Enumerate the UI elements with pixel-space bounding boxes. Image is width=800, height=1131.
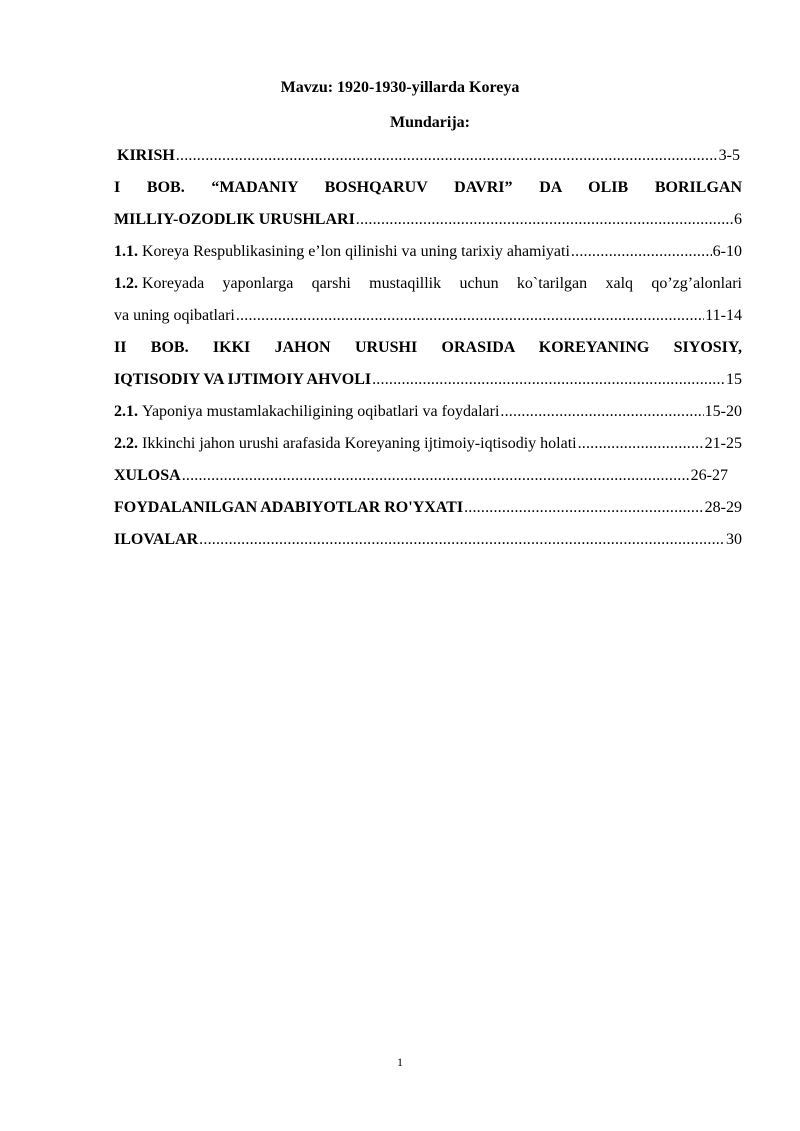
toc-leader-dots xyxy=(578,428,704,460)
toc-label: KIRISH xyxy=(117,147,175,164)
toc-label: Koreyada yaponlarga qarshi mustaqillik uchun ko`tarilgan xalq qo’zg’alonlari xyxy=(142,275,742,292)
toc-section-number: 2.2. xyxy=(114,435,138,452)
toc-entry-adabiyotlar xyxy=(114,492,742,524)
toc-leader-dots xyxy=(356,204,733,236)
toc-leader-dots xyxy=(176,140,718,172)
toc-leader-dots xyxy=(236,300,704,332)
toc-label-continued: va uning oqibatlari xyxy=(114,307,235,324)
toc-leader-dots xyxy=(464,492,704,524)
toc-page-range: 15-20 xyxy=(704,403,742,420)
toc-leader-dots xyxy=(571,236,712,268)
toc-page-range: 15 xyxy=(726,371,742,388)
toc-page-range: 26-27 xyxy=(690,467,728,484)
toc-entry-bob1 xyxy=(114,172,742,236)
toc-label: I BOB. “MADANIY BOSHQARUV DAVRI” DA OLIB BORILGAN xyxy=(114,179,742,196)
toc-label: FOYDALANILGAN ADABIYOTLAR RO'YXATI xyxy=(114,499,464,516)
toc-label: II BOB. IKKI JAHON URUSHI ORASIDA KOREYANING SIYOSIY, xyxy=(114,339,742,356)
toc-label: XULOSA xyxy=(114,467,181,484)
toc-page-range: 3-5 xyxy=(718,147,740,164)
table-of-contents xyxy=(114,140,742,556)
toc-entry-bob2 xyxy=(114,332,742,396)
toc-section-number: 2.1. xyxy=(114,403,138,420)
toc-entry-xulosa xyxy=(114,460,742,492)
toc-page-range: 30 xyxy=(726,531,742,548)
toc-entry-1-2 xyxy=(114,268,742,332)
toc-heading: Mundarija: xyxy=(390,114,470,131)
toc-label: Ikkinchi jahon urushi arafasida Koreyaning ijtimoiy-iqtisodiy holati xyxy=(142,435,577,452)
toc-section-number: 1.1. xyxy=(114,243,138,260)
toc-page-range: 21-25 xyxy=(704,435,742,452)
toc-page-range: 6 xyxy=(734,211,742,228)
toc-entry-1-1 xyxy=(114,236,742,268)
toc-section-number: 1.2. xyxy=(114,275,138,292)
toc-leader-dots xyxy=(372,364,725,396)
toc-label-continued: MILLIY-OZODLIK URUSHLARI xyxy=(114,211,355,228)
toc-leader-dots xyxy=(500,396,703,428)
toc-label-continued: IQTISODIY VA IJTIMOIY AHVOLI xyxy=(114,371,372,388)
toc-leader-dots xyxy=(182,460,690,492)
toc-entry-ilovalar xyxy=(114,524,742,556)
toc-label: Yaponiya mustamlakachiligining oqibatlari va foydalari xyxy=(142,403,500,420)
toc-leader-dots xyxy=(199,524,725,556)
toc-entry-kirish xyxy=(114,140,742,172)
toc-entry-2-1 xyxy=(114,396,742,428)
toc-entry-2-2 xyxy=(114,428,742,460)
toc-label: Koreya Respublikasining e’lon qilinishi va uning tarixiy ahamiyati xyxy=(142,243,570,260)
toc-page-range: 28-29 xyxy=(704,499,742,516)
toc-page-range: 6-10 xyxy=(712,243,742,260)
document-title: Mavzu: 1920-1930-yillarda Koreya xyxy=(280,79,520,96)
toc-page-range: 11-14 xyxy=(705,307,742,324)
page-number: 1 xyxy=(397,1055,403,1069)
toc-label: ILOVALAR xyxy=(114,531,199,548)
